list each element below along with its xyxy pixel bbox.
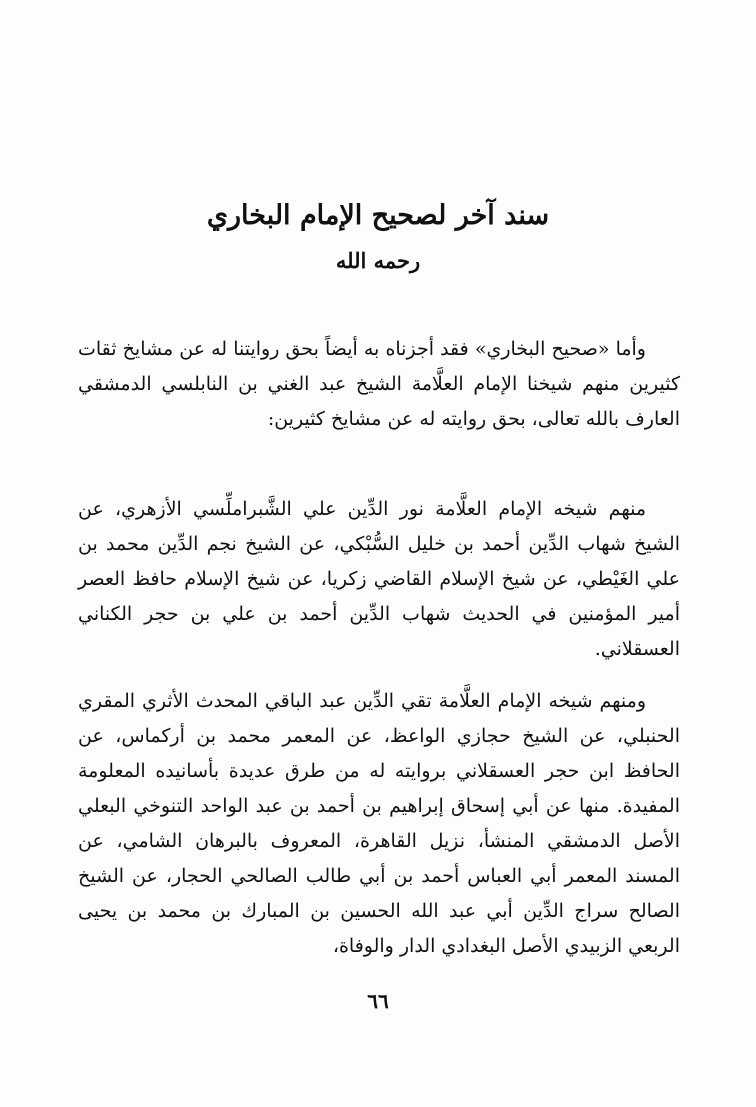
page-number: ٦٦ [367, 989, 389, 1013]
page-title: سند آخر لصحيح الإمام البخاري [206, 200, 550, 231]
page-subtitle: رحمه الله [335, 248, 421, 273]
paragraph-intro: وأما «صحيح البخاري» فقد أجزناه به أيضاً بحق روايتنا له عن مشايخ ثقات كثيرين منهم شيخنا الإمام العلَّامة الشيخ عبد الغني بن النابلسي الدمشقي العارف بالله تعالى، بحق روايته له عن مشايخ كثيرين: [78, 338, 680, 430]
paragraph-second-chain: ومنهم شيخه الإمام العلَّامة تقي الدِّين عبد الباقي المحدث الأثري المقري الحنبلي، عن الشيخ حجازي الواعظ، عن المعمر محمد بن أركماس، عن الحافظ ابن حجر العسقلاني بروايته له من طرق عديدة بأسانيده المعلومة المفيدة. منها عن أبي إسحاق إبراهيم بن أحمد بن عبد الواحد التنوخي البعلي الأصل الدمشقي المنشأ، نزيل القاهرة، المعروف بالبرهان الشامي، عن المسند المعمر أبي العباس أحمد بن أبي طالب الصالحي الحجار، عن الشيخ الصالح سراج الدِّين أبي عبد الله الحسين بن المبارك بن محمد بن يحيى الربعي الزبيدي الأصل البغدادي الدار والوفاة، [78, 690, 680, 957]
paragraph-first-chain: منهم شيخه الإمام العلَّامة نور الدِّين علي الشَّبراملِّسي الأزهري، عن الشيخ شهاب الدِّين أحمد بن خليل السُّبْكي، عن الشيخ نجم الدِّين محمد بن علي الغَيْطي، عن شيخ الإسلام القاضي زكريا، عن شيخ الإسلام حافظ العصر أمير المؤمنين في الحديث شهاب الدِّين أحمد بن علي بن حجر الكناني العسقلاني. [78, 498, 680, 660]
